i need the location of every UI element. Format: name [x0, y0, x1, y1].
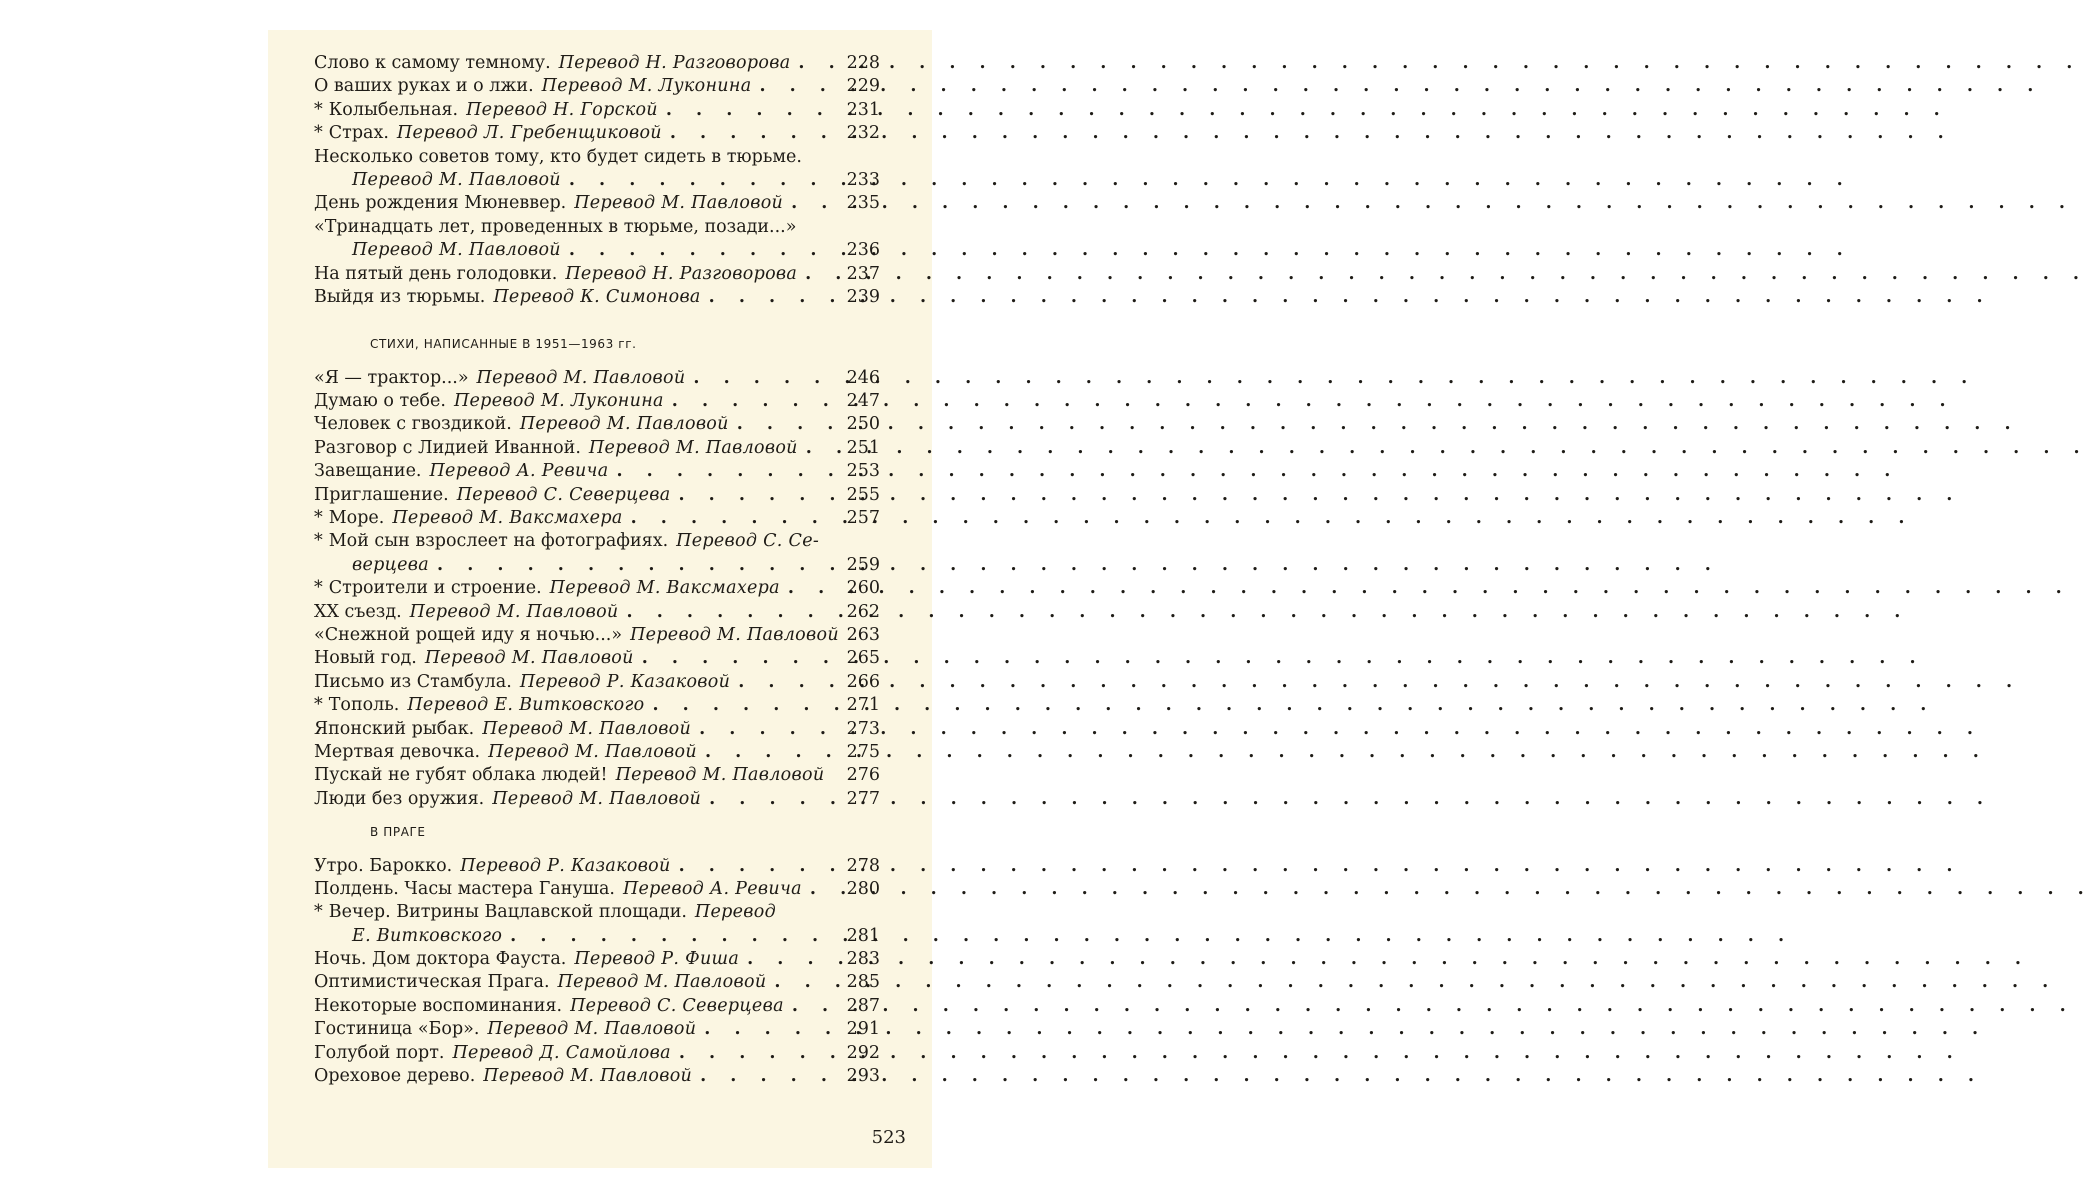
- toc-entry-text: [314, 764, 825, 787]
- entry-title: Разговор с Лидией Иванной.: [314, 437, 581, 458]
- entry-translator: Перевод Н. Разговорова: [558, 53, 791, 73]
- toc-entry: [314, 75, 880, 98]
- entry-title: «Я — трактор...»: [314, 367, 469, 388]
- toc-entry-text: [314, 577, 818, 600]
- entry-title: Думаю о тебе.: [314, 391, 446, 412]
- toc-entry-text: [314, 554, 818, 577]
- dot-leader: [737, 413, 2020, 436]
- toc-entry: [314, 741, 880, 764]
- entry-translator: Перевод М. Павловой: [588, 437, 798, 458]
- dot-leader: [788, 577, 2071, 600]
- entry-page: 237: [846, 263, 880, 284]
- toc-entry: [314, 855, 880, 878]
- entry-title: На пятый день голодовки.: [314, 263, 558, 284]
- entry-page: 259: [846, 554, 880, 575]
- asterisk-mark: *: [314, 902, 323, 923]
- entry-translator: Перевод Р. Казаковой: [519, 671, 731, 692]
- toc-entry: [314, 788, 880, 811]
- toc-entry-text: [314, 52, 818, 75]
- entry-page: 281: [846, 925, 880, 946]
- dot-leader: [569, 239, 1852, 262]
- toc-entry-text: [314, 901, 818, 924]
- toc-entry: [314, 694, 880, 717]
- dot-leader: [704, 1018, 1987, 1041]
- asterisk-mark: *: [314, 123, 323, 144]
- entry-page: 283: [846, 949, 880, 970]
- entry-translator: Перевод А. Ревича: [622, 878, 802, 899]
- toc-entry-text: [314, 122, 818, 145]
- entry-translator: Перевод Л. Гребенщиковой: [396, 123, 662, 144]
- toc-entry-text: [314, 192, 818, 215]
- toc-entry-text: [314, 647, 818, 670]
- toc-entry-text: [314, 484, 818, 507]
- dot-leader: [791, 192, 2074, 215]
- entry-title: «Снежной рощей иду я ночью...»: [314, 624, 623, 645]
- toc-entry-text: [314, 601, 818, 624]
- entry-translator: Перевод М. Павловой: [409, 601, 619, 622]
- toc-entry: [314, 764, 880, 787]
- entry-translator: Перевод Д. Самойлова: [452, 1042, 671, 1063]
- toc-entry: [314, 554, 880, 577]
- entry-title: Утро. Барокко.: [314, 855, 453, 876]
- entry-page: 246: [846, 367, 880, 388]
- entry-title: Оптимистическая Прага.: [314, 972, 550, 993]
- toc-entry: [314, 122, 880, 145]
- dot-leader: [709, 788, 1992, 811]
- dot-leader: [810, 878, 2093, 901]
- entry-title: Письмо из Стамбула.: [314, 671, 512, 692]
- entry-title: Мертвая девочка.: [314, 741, 481, 762]
- entry-title: Ночь. Дом доктора Фауста.: [314, 949, 567, 970]
- entry-translator: Е. Витковского: [352, 925, 503, 946]
- toc-entry: [314, 507, 880, 530]
- entry-title: Колыбельная.: [328, 99, 459, 120]
- entry-translator: Перевод М. Павловой: [483, 1066, 693, 1087]
- toc-entry-text: [314, 286, 818, 309]
- toc-entry-text: [314, 948, 818, 971]
- entry-translator: Перевод С. Се-: [676, 531, 820, 552]
- entry-title: Несколько советов тому, кто будет сидеть в тюрьме.: [314, 146, 802, 167]
- entry-title: Мой сын взрослеет на фотографиях.: [328, 531, 669, 552]
- toc-entry-text: [314, 1042, 818, 1065]
- entry-title: Слово к самому темному.: [314, 53, 551, 73]
- toc-entry: [314, 99, 880, 122]
- toc-entry: [314, 718, 880, 741]
- toc-entry: [314, 901, 880, 924]
- entry-page: 239: [846, 286, 880, 307]
- entry-title: О ваших руках и о лжи.: [314, 76, 534, 97]
- toc-entry-text: [314, 694, 818, 717]
- entry-page: 228: [846, 53, 880, 73]
- entry-page: 271: [846, 695, 880, 716]
- entry-title: XX съезд.: [314, 601, 402, 622]
- asterisk-mark: *: [314, 695, 323, 716]
- toc-entry-text: [314, 99, 818, 122]
- toc-entry: [314, 948, 880, 971]
- entry-translator: Перевод М. Павловой: [615, 765, 825, 786]
- entry-title: День рождения Мюневвер.: [314, 193, 567, 214]
- entry-title: Новый год.: [314, 648, 417, 669]
- entry-title: Тополь.: [328, 695, 400, 716]
- entry-page: 236: [846, 240, 880, 261]
- toc-entry: [314, 971, 880, 994]
- dot-leader: [705, 741, 1988, 764]
- dot-leader: [806, 437, 2089, 460]
- entry-translator: Перевод Р. Казаковой: [460, 855, 671, 876]
- section-heading: СТИХИ, НАПИСАННЫЕ В 1951—1963 гг.: [370, 337, 637, 352]
- toc-entry: [314, 239, 880, 262]
- page-number: 523: [871, 1127, 906, 1148]
- entry-title: Голубой порт.: [314, 1042, 445, 1063]
- toc-entry-text: [314, 971, 818, 994]
- entry-translator: Перевод М. Ваксмахера: [392, 508, 623, 529]
- toc-entry: [314, 52, 880, 75]
- entry-page: 257: [846, 508, 880, 529]
- section-heading: В ПРАГЕ: [370, 825, 426, 840]
- entry-page: 247: [846, 391, 880, 412]
- entry-translator: Перевод Н. Разговорова: [565, 263, 798, 284]
- entry-title: Вечер. Витрины Вацлавской площади.: [328, 902, 687, 923]
- entry-translator: Перевод М. Павловой: [519, 414, 729, 435]
- entry-title: Ореховое дерево.: [314, 1066, 476, 1087]
- entry-title: Строители и строение.: [328, 578, 542, 599]
- dot-leader: [616, 460, 1899, 483]
- entry-title: Завещание.: [314, 461, 422, 482]
- toc-entry-text: [314, 413, 818, 436]
- toc-entry-text: [314, 530, 818, 553]
- entry-page: 275: [846, 741, 880, 762]
- toc-entry: [314, 263, 880, 286]
- entry-page: 253: [846, 461, 880, 482]
- entry-title: Море.: [328, 508, 385, 529]
- toc-entry: [314, 484, 880, 507]
- toc-entry-text: [314, 146, 818, 169]
- entry-translator: Перевод М. Луконина: [541, 76, 752, 97]
- entry-page: 280: [846, 878, 880, 899]
- entry-title: Некоторые воспоминания.: [314, 995, 563, 1016]
- toc-entry: [314, 390, 880, 413]
- entry-page: 278: [846, 855, 880, 876]
- entry-page: 293: [846, 1066, 880, 1087]
- toc-entry: [314, 1018, 880, 1041]
- asterisk-mark: *: [314, 531, 323, 552]
- toc-entry-text: [314, 855, 818, 878]
- dot-leader: [693, 367, 1976, 390]
- asterisk-mark: *: [314, 508, 323, 529]
- dot-leader: [510, 925, 1793, 948]
- toc-entry: [314, 577, 880, 600]
- entry-translator: Перевод М. Павловой: [352, 240, 561, 261]
- spacer: [314, 845, 880, 855]
- dot-leader: [631, 507, 1914, 530]
- entry-page: 265: [846, 648, 880, 669]
- spacer: [314, 309, 880, 333]
- dot-leader: [805, 263, 2088, 286]
- toc-entry: [314, 530, 880, 553]
- entry-page: 235: [846, 193, 880, 214]
- toc-entry: [314, 367, 880, 390]
- entries-top: [314, 52, 880, 309]
- toc-entry-text: [314, 925, 818, 948]
- dot-leader: [774, 971, 2057, 994]
- toc-entry-text: [314, 460, 818, 483]
- entry-translator: Перевод М. Павловой: [574, 193, 784, 214]
- dot-leader: [699, 718, 1982, 741]
- entry-page: 260: [846, 578, 880, 599]
- entry-translator: Перевод М. Павловой: [492, 788, 702, 809]
- entry-translator: Перевод М. Павловой: [424, 648, 634, 669]
- toc-entry: [314, 146, 880, 169]
- entry-page: 291: [846, 1019, 880, 1040]
- entry-page: 287: [846, 995, 880, 1016]
- dot-leader: [747, 948, 2030, 971]
- entry-title: Люди без оружия.: [314, 788, 485, 809]
- entry-page: 263: [846, 624, 880, 645]
- entry-page: 292: [846, 1042, 880, 1063]
- entry-page: 285: [846, 972, 880, 993]
- entry-translator: Перевод М. Павловой: [488, 741, 697, 762]
- entry-title: Выйдя из тюрьмы.: [314, 286, 486, 307]
- entry-page: 251: [846, 437, 880, 458]
- entry-translator: Перевод М. Павловой: [557, 972, 767, 993]
- toc-entry-text: [314, 718, 818, 741]
- toc-entry-text: [314, 1065, 818, 1088]
- entry-translator: Перевод М. Луконина: [453, 391, 664, 412]
- entry-translator: Перевод Н. Горской: [466, 99, 658, 120]
- entry-page: 231: [846, 99, 880, 120]
- entry-title: Полдень. Часы мастера Гануша.: [314, 878, 615, 899]
- dot-leader: [700, 1065, 1983, 1088]
- dot-leader: [792, 995, 2075, 1018]
- dot-leader: [709, 286, 1992, 309]
- entry-page: 262: [846, 601, 880, 622]
- toc-entry: [314, 216, 880, 239]
- toc-entry: [314, 169, 880, 192]
- entry-page: 276: [846, 765, 880, 786]
- toc-entry: [314, 1042, 880, 1065]
- entry-translator: Перевод М. Павловой: [482, 718, 692, 739]
- entry-title: Японский рыбак.: [314, 718, 475, 739]
- entry-translator: Перевод: [694, 902, 777, 923]
- toc-entry-text: [314, 624, 839, 647]
- table-of-contents: [314, 52, 880, 1088]
- entry-translator: Перевод С. Северцева: [570, 995, 784, 1016]
- entry-page: 273: [846, 718, 880, 739]
- toc-entry-text: [314, 507, 818, 530]
- entry-page: 229: [846, 76, 880, 97]
- entry-title: Человек с гвоздикой.: [314, 414, 512, 435]
- toc-entry-text: [314, 169, 818, 192]
- toc-entry: [314, 460, 880, 483]
- entry-translator: Перевод М. Ваксмахера: [549, 578, 780, 599]
- toc-entry: [314, 925, 880, 948]
- dot-leader: [569, 169, 1852, 192]
- dot-leader: [759, 75, 2042, 98]
- dot-leader: [798, 52, 2081, 75]
- asterisk-mark: *: [314, 578, 323, 599]
- toc-entry: [314, 995, 880, 1018]
- toc-entry: [314, 601, 880, 624]
- toc-entry: [314, 647, 880, 670]
- toc-entry-text: [314, 367, 818, 390]
- entry-title: Страх.: [328, 123, 389, 144]
- toc-entry-text: [314, 216, 818, 239]
- dot-leader: [627, 601, 1910, 624]
- section-entries: [314, 367, 880, 811]
- entry-translator: Перевод Р. Фиша: [574, 949, 740, 970]
- entry-page: 233: [846, 169, 880, 190]
- entry-page: 250: [846, 414, 880, 435]
- spacer: [314, 357, 880, 367]
- toc-entry-text: [314, 390, 818, 413]
- entry-translator: Перевод А. Ревича: [429, 461, 609, 482]
- entry-title: Пускай не губят облака людей!: [314, 765, 608, 786]
- entry-page: 266: [846, 671, 880, 692]
- toc-entry: [314, 413, 880, 436]
- entry-translator: Перевод Е. Витковского: [407, 695, 645, 716]
- toc-entry: [314, 192, 880, 215]
- asterisk-mark: *: [314, 99, 323, 120]
- toc-entry-text: [314, 995, 818, 1018]
- spacer: [314, 811, 880, 821]
- toc-entry: [314, 624, 880, 647]
- toc-entry-text: [314, 437, 818, 460]
- entry-page: 255: [846, 484, 880, 505]
- toc-entry-text: [314, 788, 818, 811]
- toc-entry-text: [314, 878, 818, 901]
- toc-entry: [314, 286, 880, 309]
- entry-title: Гостиница «Бор».: [314, 1019, 480, 1040]
- toc-entry: [314, 878, 880, 901]
- book-page: [268, 30, 932, 1168]
- toc-entry-text: [314, 263, 818, 286]
- entry-translator: Перевод М. Павловой: [352, 169, 561, 190]
- entry-translator: верцева: [352, 554, 430, 575]
- toc-entry: [314, 671, 880, 694]
- entry-page: 232: [846, 123, 880, 144]
- entry-translator: Перевод М. Павловой: [476, 367, 686, 388]
- toc-entry-text: [314, 239, 818, 262]
- entry-translator: Перевод М. Павловой: [630, 624, 839, 645]
- dot-leader: [738, 671, 2021, 694]
- toc-entry-text: [314, 1018, 818, 1041]
- toc-entry-text: [314, 741, 818, 764]
- toc-entry-text: [314, 671, 818, 694]
- toc-entry: [314, 437, 880, 460]
- entry-translator: Перевод М. Павловой: [487, 1019, 697, 1040]
- entry-title: «Тринадцать лет, проведенных в тюрьме, позади...»: [314, 216, 797, 237]
- entry-page: 277: [846, 788, 880, 809]
- toc-entry-text: [314, 75, 818, 98]
- dot-leader: [437, 554, 1720, 577]
- toc-entry: [314, 1065, 880, 1088]
- entry-translator: Перевод К. Симонова: [493, 286, 701, 307]
- entry-translator: Перевод С. Северцева: [456, 484, 671, 505]
- entry-title: Приглашение.: [314, 484, 449, 505]
- section-entries: [314, 855, 880, 1089]
